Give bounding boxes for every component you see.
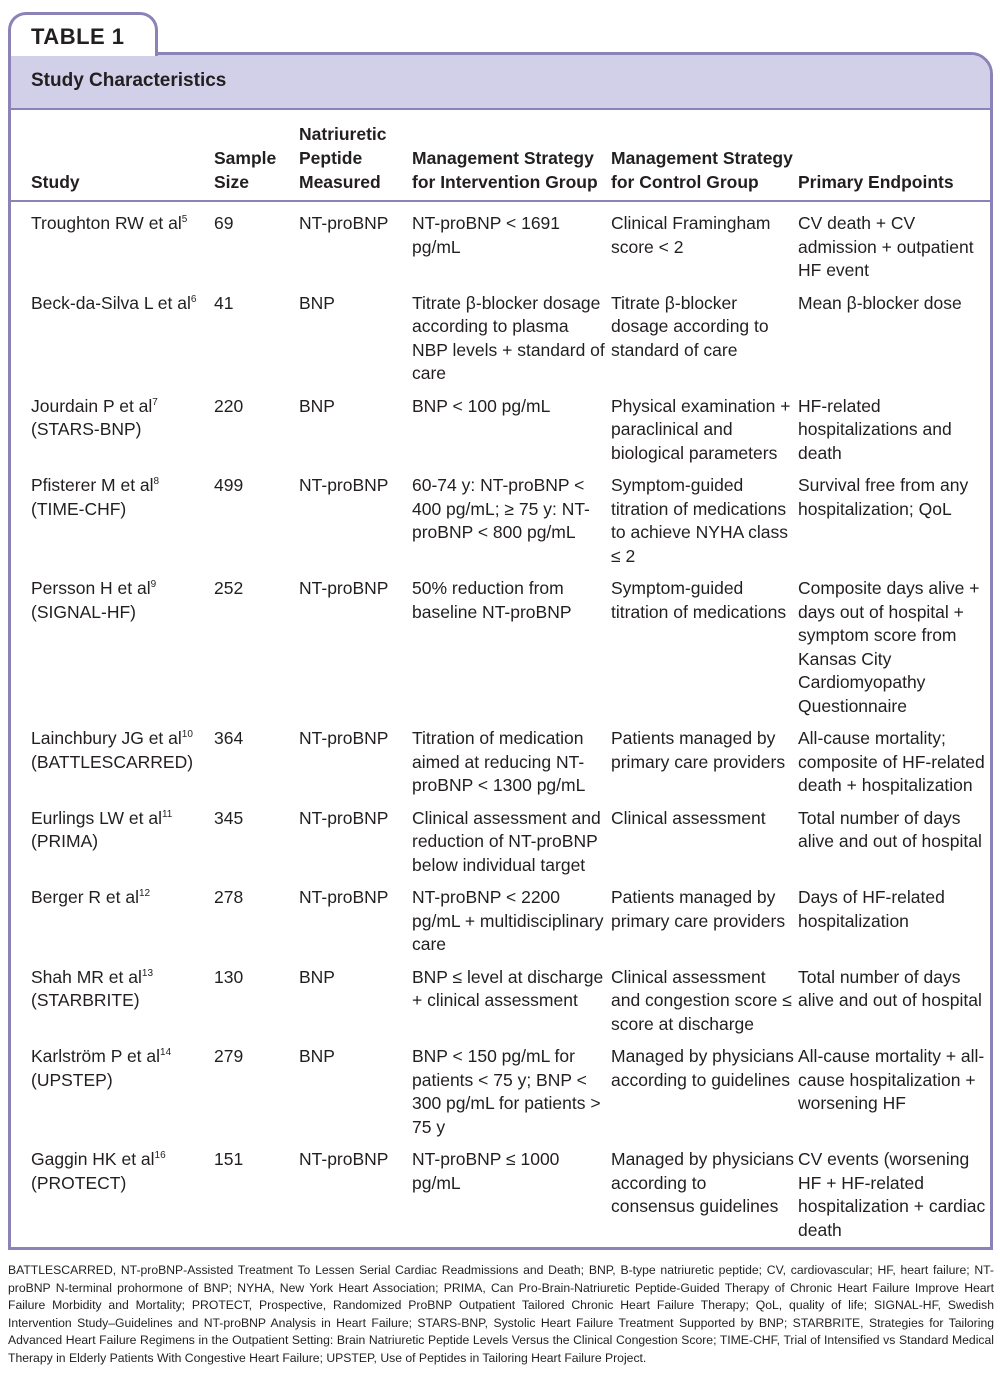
table-caption-band [11, 55, 990, 110]
control-cell: Patients managed by primary care providers [611, 887, 786, 931]
endpoints-cell: Days of HF-related hospitalization [798, 887, 945, 931]
peptide-cell: BNP [299, 395, 335, 416]
reference-number: 6 [190, 293, 197, 305]
study-cell [11, 960, 214, 1040]
study-name: Beck-da-Silva L et al [31, 292, 191, 313]
study-cell [11, 801, 214, 881]
endpoints-cell: CV death + CV admission + outpatient HF event [798, 213, 974, 280]
intervention-cell: NT-proBNP < 2200 pg/mL + multidisciplinary care [412, 887, 604, 954]
study-name: Persson H et al [31, 578, 151, 598]
sample-size-cell: 220 [214, 395, 244, 416]
intervention-cell: BNP ≤ level at discharge + clinical assessment [412, 966, 604, 1010]
table-row [11, 201, 990, 286]
study-cell [11, 880, 214, 960]
peptide-cell: NT-proBNP [299, 578, 389, 598]
table-row [11, 389, 990, 469]
reference-number: 11 [161, 808, 173, 820]
peptide-cell: NT-proBNP [299, 728, 389, 748]
study-cell [11, 1142, 214, 1245]
reference-number: 16 [154, 1150, 166, 1161]
control-cell: Titrate β-blocker dosage according to standard of care [611, 292, 769, 360]
study-cell [11, 571, 214, 721]
sample-size-cell: 41 [214, 292, 234, 313]
study-name: Lainchbury JG et al [31, 728, 182, 748]
study-cell [11, 468, 214, 571]
endpoints-cell: Mean β-blocker dose [798, 292, 962, 313]
column-header-sample-size: Sample Size [214, 108, 299, 201]
trial-acronym: (SIGNAL-HF) [31, 601, 136, 622]
table-row [11, 960, 990, 1040]
trial-acronym: (STARBRITE) [31, 990, 140, 1010]
endpoints-cell: Total number of days alive and out of hospital [798, 807, 982, 851]
table-row [11, 880, 990, 960]
reference-number: 14 [160, 1047, 172, 1058]
sample-size-cell: 69 [214, 213, 234, 233]
reference-number: 10 [181, 729, 193, 740]
study-characteristics-table [11, 108, 990, 1245]
study-name: Shah MR et al [31, 966, 142, 987]
control-cell: Physical examination + paraclinical and biological parameters [611, 395, 791, 463]
table-label: TABLE 1 [31, 24, 125, 49]
column-header-study: Study [11, 108, 214, 201]
trial-acronym: (TIME-CHF) [31, 498, 127, 519]
peptide-cell: BNP [299, 292, 335, 313]
control-cell: Clinical Framingham score < 2 [611, 213, 771, 257]
table-row [11, 286, 990, 389]
table-label-tab [8, 12, 158, 56]
column-header-endpoints: Primary Endpoints [798, 108, 990, 201]
peptide-cell: NT-proBNP [299, 213, 389, 233]
study-cell [11, 721, 214, 801]
table-caption: Study Characteristics [31, 70, 227, 91]
study-name: Karlström P et al [31, 1046, 161, 1066]
sample-size-cell: 345 [214, 807, 244, 828]
peptide-cell: NT-proBNP [299, 807, 389, 828]
endpoints-cell: All-cause mortality + all-cause hospitalization + worsening HF [798, 1046, 985, 1113]
sample-size-cell: 151 [214, 1149, 244, 1169]
reference-number: 13 [141, 967, 154, 979]
table-row [11, 721, 990, 801]
peptide-cell: NT-proBNP [299, 475, 389, 495]
intervention-cell: BNP < 150 pg/mL for patients < 75 y; BNP < 300 pg/mL for patients > 75 y [412, 1046, 601, 1137]
study-name: Berger R et al [31, 887, 139, 907]
control-cell: Patients managed by primary care providers [611, 728, 786, 772]
study-cell [11, 1039, 214, 1142]
sample-size-cell: 364 [214, 728, 244, 748]
endpoints-cell: Composite days alive + days out of hospital + symptom score from Kansas City Cardiomyopathy Questionnaire [798, 578, 980, 716]
control-cell: Clinical assessment [611, 807, 766, 828]
trial-acronym: (BATTLESCARRED) [31, 751, 194, 772]
trial-acronym: (STARS-BNP) [31, 419, 142, 439]
control-cell: Symptom-guided titration of medications [611, 578, 787, 622]
table-frame [8, 52, 993, 1250]
study-cell [11, 286, 214, 389]
reference-number: 12 [138, 888, 151, 899]
study-cell [11, 389, 214, 469]
column-header-control: Management Strategy for Control Group [611, 108, 798, 201]
table-row [11, 468, 990, 571]
trial-acronym: (PRIMA) [31, 831, 99, 851]
reference-number: 9 [150, 579, 157, 590]
study-name: Eurlings LW et al [31, 807, 162, 828]
sample-size-cell: 252 [214, 578, 244, 598]
intervention-cell: Titrate β-blocker dosage according to plasma NBP levels + standard of care [412, 292, 605, 383]
table-row [11, 1142, 990, 1245]
sample-size-cell: 499 [214, 475, 244, 495]
peptide-cell: BNP [299, 966, 335, 987]
sample-size-cell: 130 [214, 966, 244, 987]
control-cell: Clinical assessment and congestion score ≤ score at discharge [611, 966, 792, 1034]
table-footnote: BATTLESCARRED, NT-proBNP-Assisted Treatment To Lessen Serial Cardiac Readmissions and Death; BNP, B-type natriuretic peptide; CV, cardiovascular; HF, heart failure; NT-proBNP N-terminal prohormone of BNP; NYHA, New York Heart Association; PRIMA, Can Pro-Brain-Natriuretic Peptide-Guided Therapy of Chronic Heart Failure Improve Heart Failure Morbidity and Mortality; PROTECT, Prospective, Randomized ProBNP Outpatient Tailored Chronic Heart Failure Therapy; QoL, quality of life; SIGNAL-HF, Swedish Intervention Study–Guidelines and NT-proBNP Analysis in Heart Failure; STARS-BNP, Systolic Heart Failure Treatment Supported by BNP; STARBRITE, Strategies for Tailoring Advanced Heart Failure Regimens in the Outpatient Setting: Brain Natriuretic Peptide Levels Versus the Clinical Congestion Score; TIME-CHF, Trial of Intensified vs Standard Medical Therapy in Elderly Patients With Congestive Heart Failure; UPSTEP, Use of Peptides in Tailoring Heart Failure Project. [8, 1263, 994, 1365]
endpoints-cell: CV events (worsening HF + HF-related hospitalization + cardiac death [798, 1149, 986, 1240]
study-name: Jourdain P et al [31, 395, 153, 416]
study-cell [11, 201, 214, 286]
study-name: Gaggin HK et al [31, 1149, 155, 1169]
column-header-peptide: Natriuretic Peptide Measured [299, 108, 412, 201]
sample-size-cell: 279 [214, 1046, 244, 1066]
endpoints-cell: All-cause mortality; composite of HF-related death + hospitalization [798, 728, 985, 795]
control-cell: Symptom-guided titration of medications to achieve NYHA class ≤ 2 [611, 475, 789, 566]
intervention-cell: NT-proBNP ≤ 1000 pg/mL [412, 1149, 560, 1193]
reference-number: 8 [153, 476, 160, 487]
column-header-intervention: Management Strategy for Intervention Group [412, 108, 611, 201]
intervention-cell: Titration of medication aimed at reducing NT-proBNP < 1300 pg/mL [412, 728, 586, 795]
control-cell: Managed by physicians according to consensus guidelines [611, 1149, 794, 1216]
study-name: Troughton RW et al [31, 213, 182, 233]
table-row [11, 801, 990, 881]
intervention-cell: Clinical assessment and reduction of NT-proBNP below individual target [412, 807, 601, 875]
peptide-cell: NT-proBNP [299, 1149, 389, 1169]
intervention-cell: 50% reduction from baseline NT-proBNP [412, 578, 572, 622]
endpoints-cell: HF-related hospitalizations and death [798, 395, 952, 463]
reference-number: 5 [181, 214, 188, 225]
intervention-cell: 60-74 y: NT-proBNP < 400 pg/mL; ≥ 75 y: NT-proBNP < 800 pg/mL [412, 475, 590, 542]
study-name: Pfisterer M et al [31, 475, 154, 495]
header-row [11, 108, 990, 201]
trial-acronym: (UPSTEP) [31, 1069, 113, 1090]
reference-number: 7 [152, 396, 158, 408]
table-row [11, 571, 990, 721]
peptide-cell: NT-proBNP [299, 887, 389, 907]
control-cell: Managed by physicians according to guidelines [611, 1046, 794, 1090]
trial-acronym: (PROTECT) [31, 1172, 127, 1193]
endpoints-cell: Total number of days alive and out of hospital [798, 966, 982, 1010]
intervention-cell: NT-proBNP < 1691 pg/mL [412, 213, 561, 257]
table-row [11, 1039, 990, 1142]
peptide-cell: BNP [299, 1046, 335, 1066]
endpoints-cell: Survival free from any hospitalization; QoL [798, 475, 969, 519]
intervention-cell: BNP < 100 pg/mL [412, 395, 551, 416]
sample-size-cell: 278 [214, 887, 244, 907]
